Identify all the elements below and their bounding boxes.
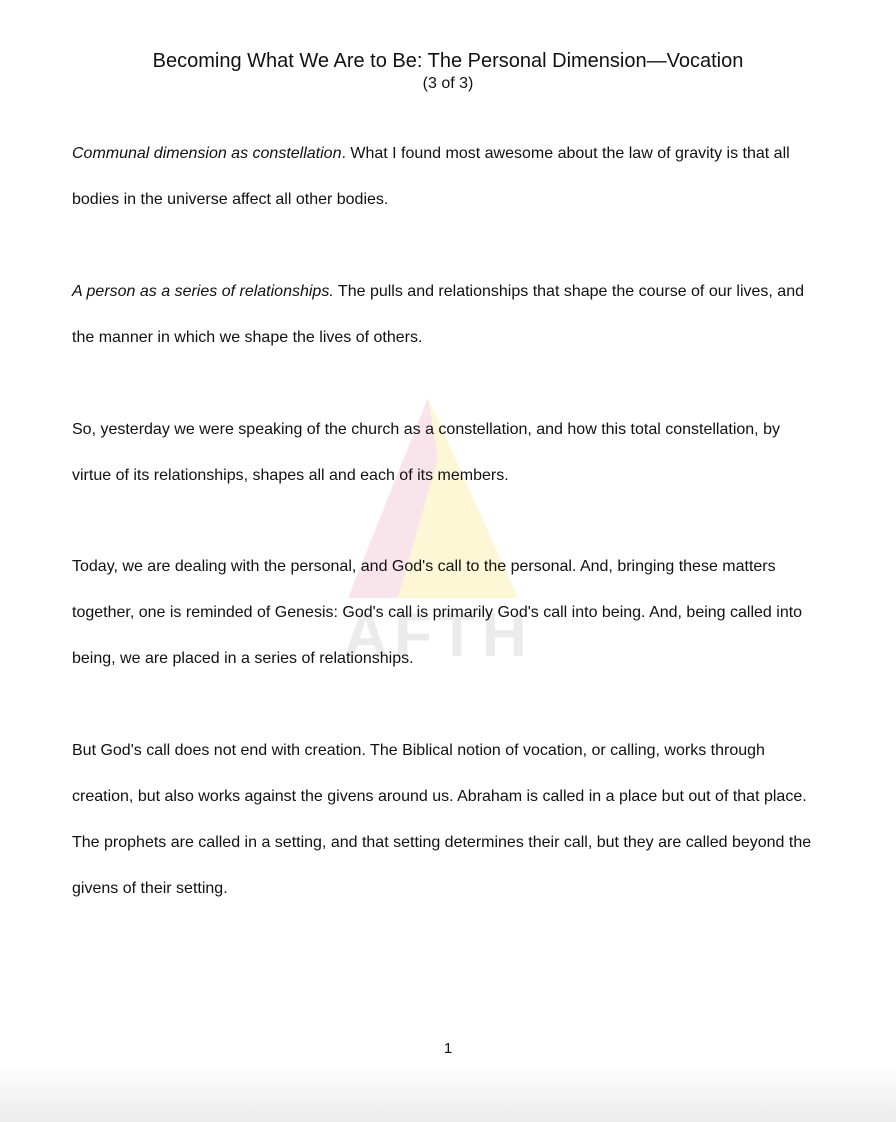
paragraph-today [72,544,812,682]
watermark-text: AFTH [343,601,533,668]
paragraph-text: . What I found most awesome about the law of gravity is that all bodies in the universe affect all other bodies. [72,145,790,208]
paragraph-communal [72,131,812,223]
paragraph-yesterday [72,407,812,499]
paragraph-text: So, yesterday we were speaking of the church as a constellation, and how this total constellation, by virtue of its relationships, shapes all and each of its members. [72,421,780,484]
paragraph-creation [72,728,812,912]
paragraph-lead: A person as a series of relationships. [72,283,334,300]
paragraph-text: The pulls and relationships that shape the course of our lives, and the manner in which we shape the lives of others. [72,283,804,346]
document-subtitle: (3 of 3) [422,75,474,92]
paragraph-text: Today, we are dealing with the personal, and God's call to the personal. And, bringing these matters together, one is reminded of Genesis: God's call is primarily God's call into being. And, being called into being, we are placed in a series of relationships. [72,558,803,667]
document-title: Becoming What We Are to Be: The Personal Dimension—Vocation [152,50,744,72]
page-bottom-shadow [0,1062,896,1122]
paragraph-text: But God's call does not end with creation. The Biblical notion of vocation, or calling, works through creation, but also works against the givens around us. Abraham is called in a place but out of that place. The prophets are called in a setting, and that setting determines their call, but they are called beyond the givens of their setting. [72,742,812,897]
paragraph-lead: Communal dimension as constellation [72,145,342,162]
page-number: 1 [443,1040,453,1057]
paragraph-person [72,269,812,361]
